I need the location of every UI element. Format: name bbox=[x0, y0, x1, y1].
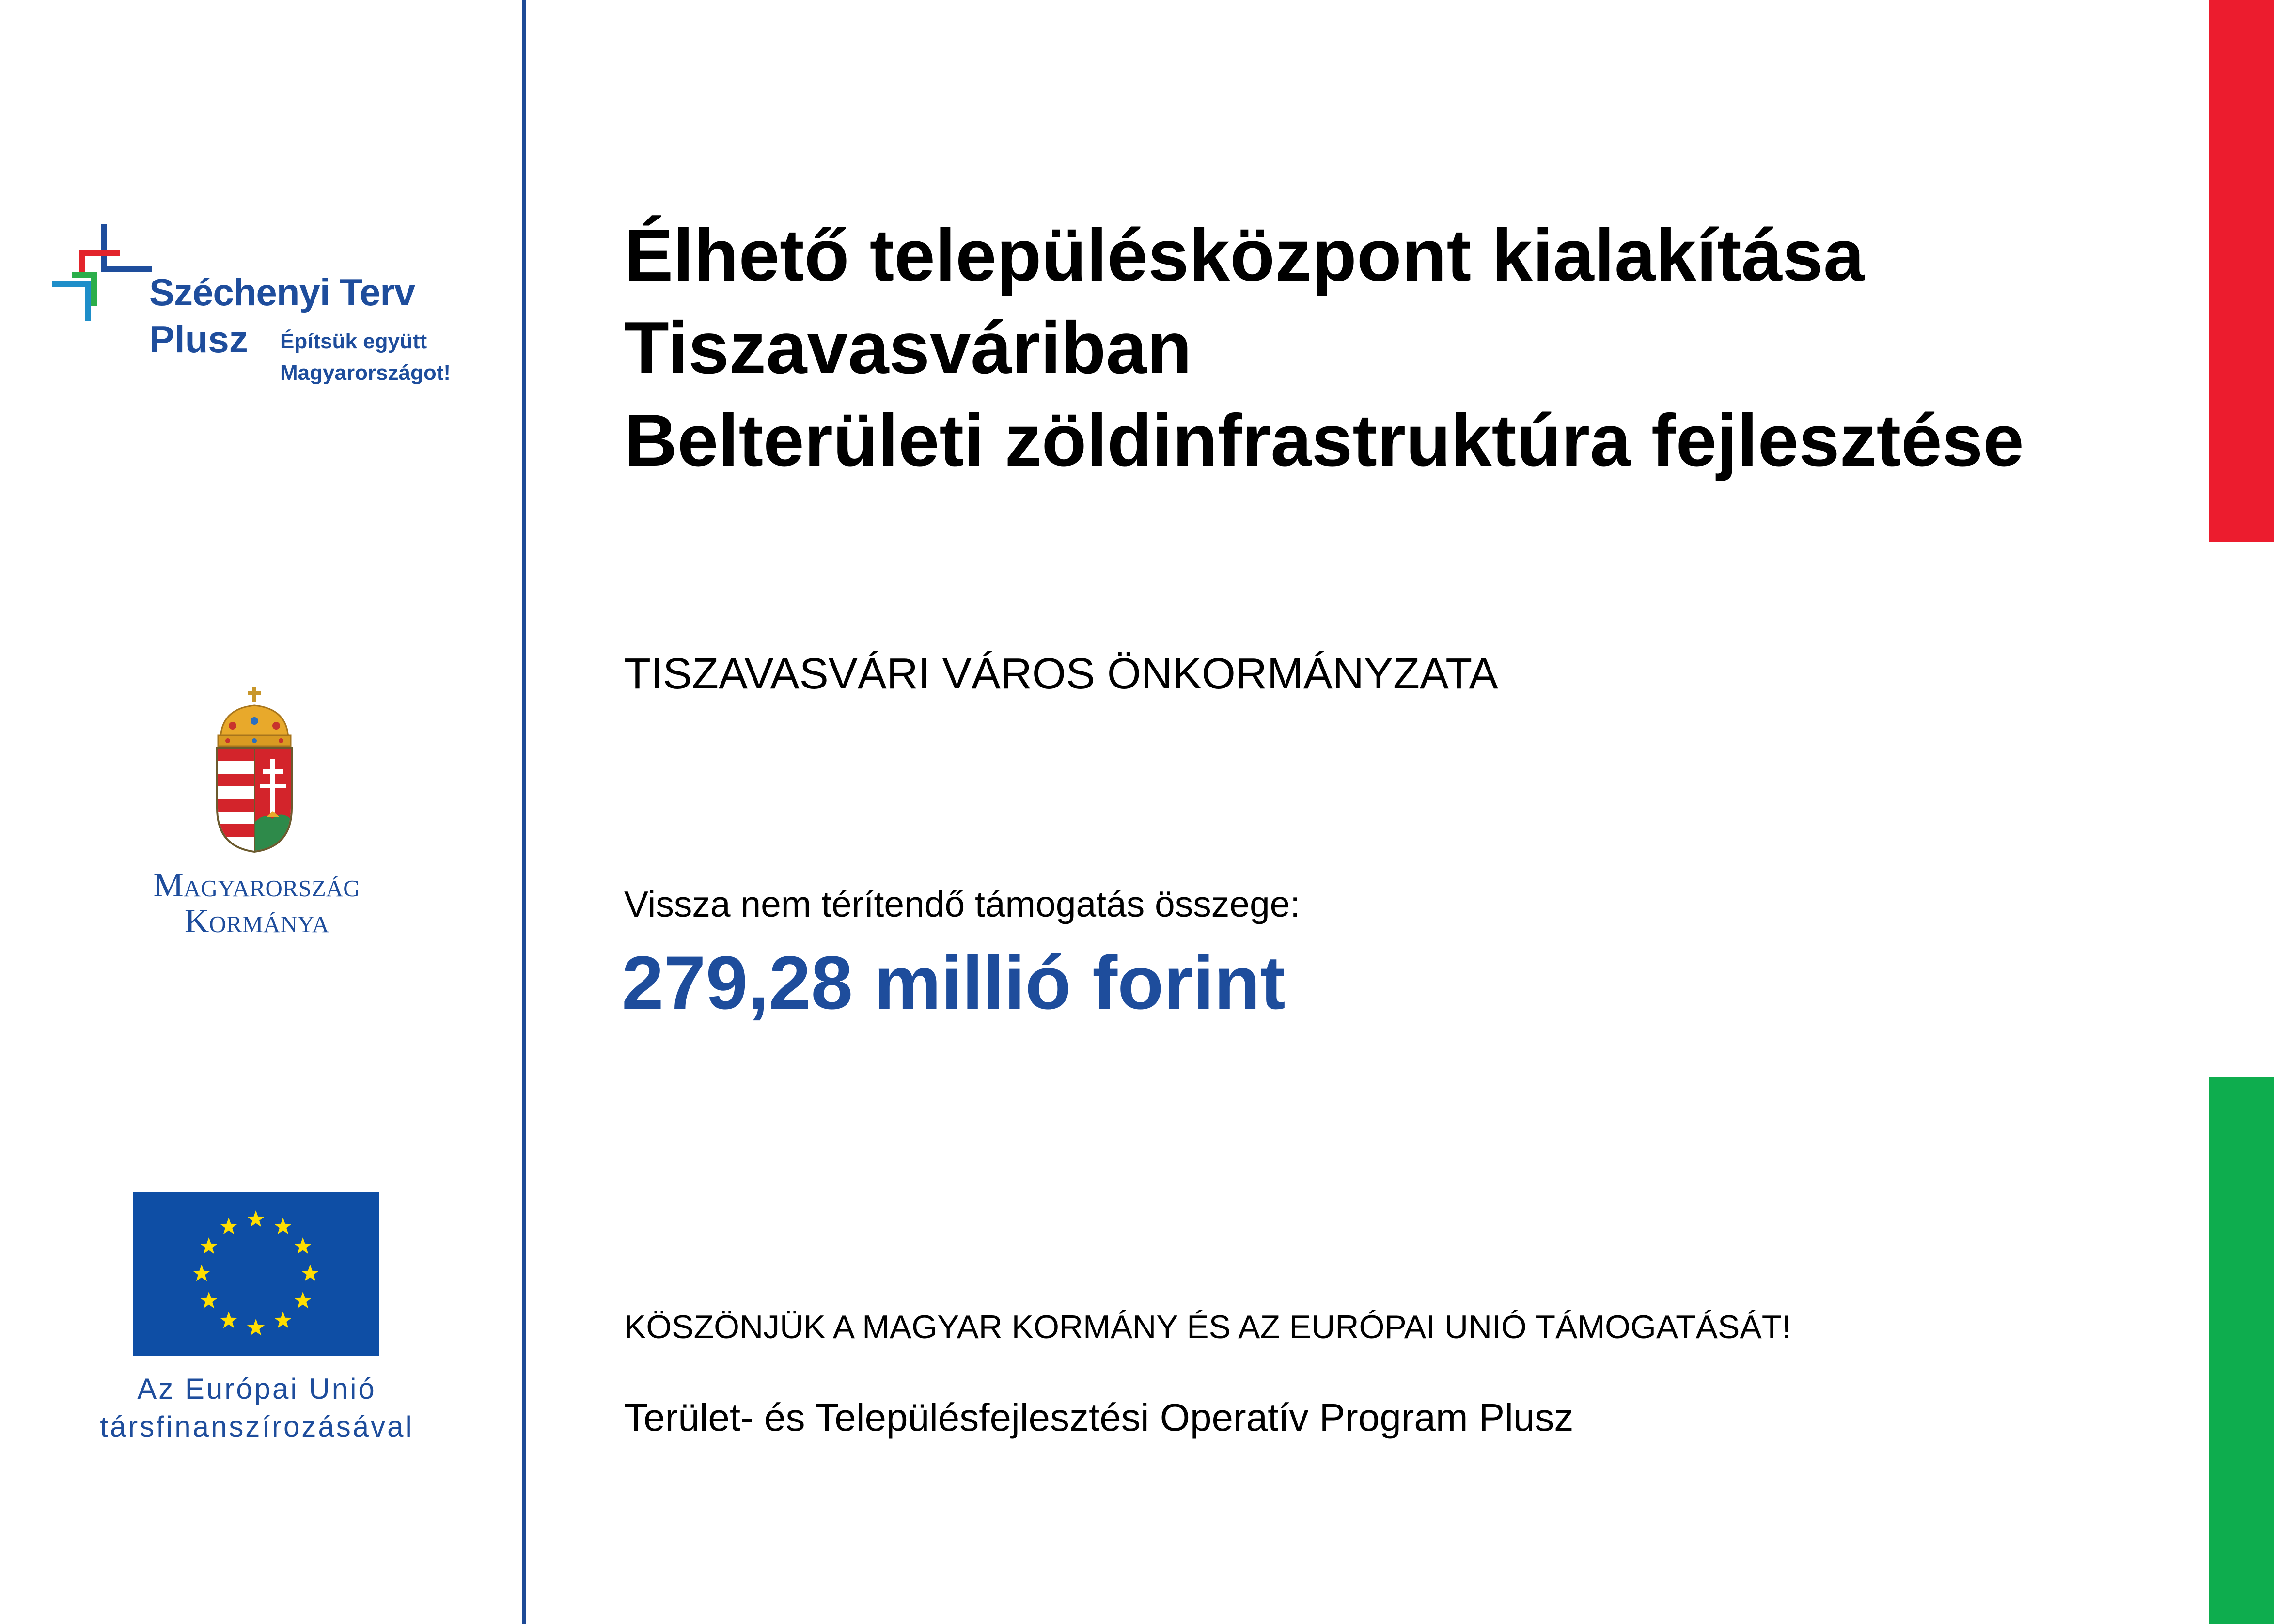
grant-amount-label: Vissza nem térítendő támogatás összege: bbox=[624, 884, 1301, 924]
project-title-line-3: Belterületi zöldinfrastruktúra fejlesztése bbox=[624, 399, 2024, 482]
flag-stripe-red bbox=[2209, 0, 2274, 542]
project-title-line-1: Élhető településközpont kialakítása bbox=[624, 214, 1865, 297]
operative-program-name: Terület- és Településfejlesztési Operatív Program Plusz bbox=[624, 1396, 1574, 1439]
eu-star-icon bbox=[274, 1218, 292, 1234]
eu-star-icon bbox=[220, 1312, 237, 1328]
eu-flag bbox=[133, 1192, 379, 1356]
eu-star-icon bbox=[193, 1265, 210, 1281]
eu-star-icon bbox=[200, 1292, 218, 1308]
szechenyi-logo-tagline-1: Építsük együtt bbox=[280, 329, 427, 353]
szechenyi-logo-subtitle: Plusz bbox=[149, 318, 248, 360]
szechenyi-cross-icon bbox=[52, 224, 152, 323]
government-name-line-2: Kormánya bbox=[184, 903, 329, 940]
eu-cofinancing-line-1: Az Európai Unió bbox=[137, 1373, 376, 1405]
eu-star-icon bbox=[247, 1210, 265, 1227]
project-title-line-2: Tiszavasváriban bbox=[624, 307, 1192, 389]
beneficiary-name: TISZAVASVÁRI VÁROS ÖNKORMÁNYZATA bbox=[624, 650, 1498, 698]
project-title bbox=[624, 209, 2024, 487]
szechenyi-logo-title: Széchenyi Terv bbox=[149, 271, 415, 313]
eu-star-icon bbox=[200, 1237, 218, 1254]
szechenyi-logo-tagline-2: Magyarországot! bbox=[280, 361, 451, 385]
government-name-line-1: Magyarország bbox=[153, 867, 361, 904]
eu-star-icon bbox=[220, 1218, 237, 1234]
eu-stars-icon bbox=[133, 1192, 379, 1356]
hungarian-coat-of-arms-icon bbox=[213, 687, 296, 854]
eu-cofinancing-line-2: társfinanszírozásával bbox=[100, 1410, 414, 1443]
eu-star-icon bbox=[274, 1312, 292, 1328]
eu-star-icon bbox=[294, 1292, 312, 1308]
eu-star-icon bbox=[301, 1265, 319, 1281]
thanks-statement: KÖSZÖNJÜK A MAGYAR KORMÁNY ÉS AZ EURÓPAI UNIÓ TÁMOGATÁSÁT! bbox=[624, 1309, 1791, 1345]
vertical-divider bbox=[522, 0, 526, 1624]
eu-star-icon bbox=[247, 1319, 265, 1335]
grant-amount-value: 279,28 millió forint bbox=[622, 941, 1286, 1025]
eu-star-icon bbox=[294, 1237, 312, 1254]
szechenyi-terv-logo bbox=[52, 224, 488, 398]
flag-stripe-green bbox=[2209, 1077, 2274, 1624]
